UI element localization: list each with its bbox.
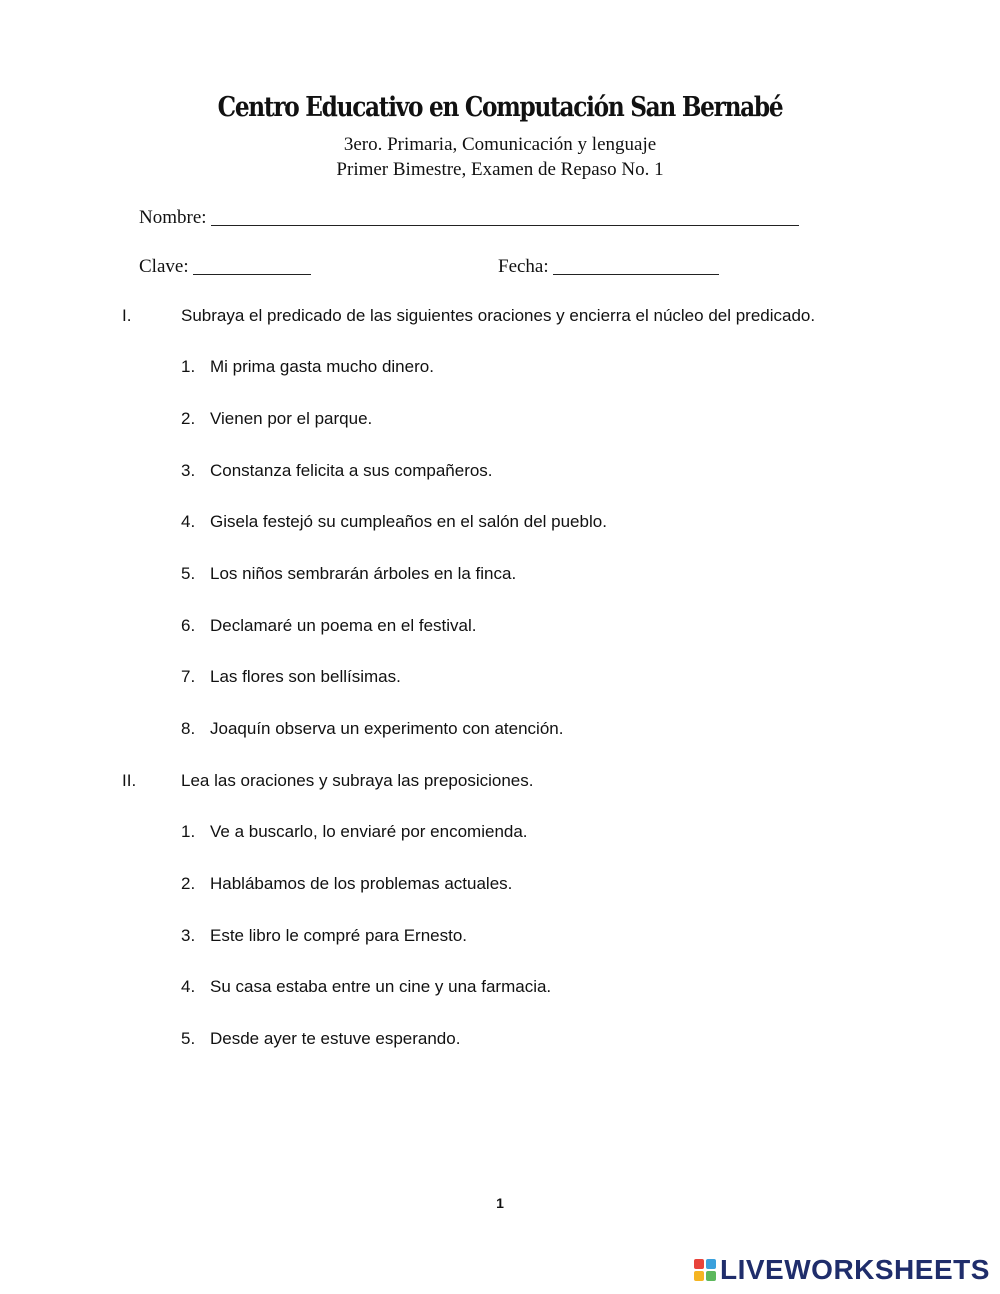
liveworksheets-logo <box>694 1255 990 1285</box>
item-sentence[interactable]: Vienen por el parque. <box>210 409 373 428</box>
section-instruction: Lea las oraciones y subraya las preposiciones. <box>181 771 534 790</box>
fecha-field <box>498 256 719 278</box>
item-number: 1. <box>181 357 196 376</box>
fecha-blank[interactable] <box>553 256 719 275</box>
exercise-item[interactable] <box>181 719 563 739</box>
section-numeral: II. <box>122 771 137 790</box>
item-sentence[interactable]: Declamaré un poema en el festival. <box>210 616 477 635</box>
section-numeral: I. <box>122 306 132 325</box>
item-number: 2. <box>181 874 196 893</box>
exercise-item[interactable] <box>181 667 401 687</box>
exercise-item[interactable] <box>181 616 476 636</box>
grade-subject-line: 3ero. Primaria, Comunicación y lenguaje <box>343 134 657 155</box>
item-number: 3. <box>181 926 196 945</box>
clave-label: Clave: <box>139 256 189 277</box>
exam-period-line: Primer Bimestre, Examen de Repaso No. 1 <box>336 159 664 180</box>
nombre-field <box>139 207 799 229</box>
item-sentence[interactable]: Gisela festejó su cumpleaños en el salón del pueblo. <box>210 512 607 531</box>
item-number: 1. <box>181 822 196 841</box>
section-instruction: Subraya el predicado de las siguientes oraciones y encierra el núcleo del predicado. <box>181 306 816 325</box>
item-number: 5. <box>181 564 196 583</box>
liveworksheets-mark-icon <box>694 1259 716 1281</box>
item-sentence[interactable]: Las flores son bellísimas. <box>210 667 401 686</box>
nombre-label: Nombre: <box>139 207 207 228</box>
item-sentence[interactable]: Hablábamos de los problemas actuales. <box>210 874 513 893</box>
exercise-item[interactable] <box>181 926 467 946</box>
exercise-item[interactable] <box>181 822 528 842</box>
item-sentence[interactable]: Mi prima gasta mucho dinero. <box>210 357 434 376</box>
item-number: 5. <box>181 1029 196 1048</box>
item-sentence[interactable]: Constanza felicita a sus compañeros. <box>210 461 493 480</box>
exercise-item[interactable] <box>181 357 434 377</box>
school-title: Centro Educativo en Computación San Bernabé <box>217 92 783 123</box>
item-number: 3. <box>181 461 196 480</box>
exercise-item[interactable] <box>181 512 607 532</box>
item-number: 8. <box>181 719 196 738</box>
item-number: 2. <box>181 409 196 428</box>
item-number: 6. <box>181 616 196 635</box>
exercise-item[interactable] <box>181 409 372 429</box>
exercise-item[interactable] <box>181 461 493 481</box>
page-number: 1 <box>496 1195 504 1211</box>
item-sentence[interactable]: Joaquín observa un experimento con atención. <box>210 719 564 738</box>
brand-wordmark: LIVEWORKSHEETS <box>720 1254 990 1285</box>
exercise-item[interactable] <box>181 874 512 894</box>
item-sentence[interactable]: Desde ayer te estuve esperando. <box>210 1029 461 1048</box>
clave-blank[interactable] <box>193 256 311 275</box>
exercise-item[interactable] <box>181 564 516 584</box>
item-sentence[interactable]: Su casa estaba entre un cine y una farmacia. <box>210 977 552 996</box>
nombre-blank[interactable] <box>211 207 799 226</box>
item-number: 7. <box>181 667 196 686</box>
fecha-label: Fecha: <box>498 256 549 277</box>
item-sentence[interactable]: Los niños sembrarán árboles en la finca. <box>210 564 517 583</box>
item-number: 4. <box>181 977 196 996</box>
clave-field <box>139 256 311 278</box>
item-sentence[interactable]: Este libro le compré para Ernesto. <box>210 926 468 945</box>
exercise-item[interactable] <box>181 1029 460 1049</box>
exercise-item[interactable] <box>181 977 551 997</box>
item-sentence[interactable]: Ve a buscarlo, lo enviaré por encomienda. <box>210 822 528 841</box>
item-number: 4. <box>181 512 196 531</box>
